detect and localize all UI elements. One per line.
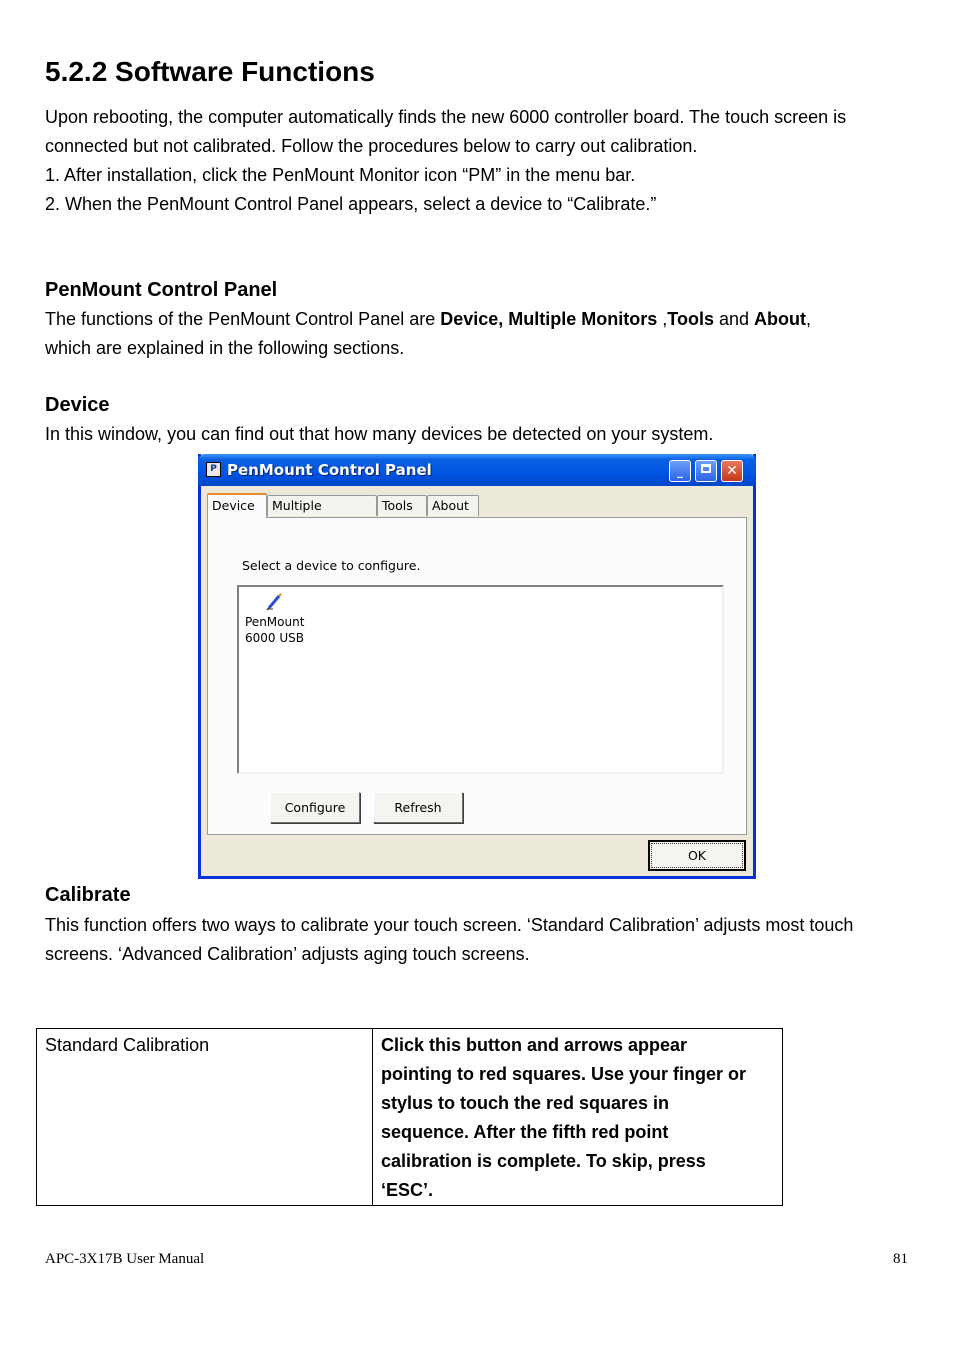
device-heading: Device <box>45 394 110 416</box>
calibration-table <box>36 1028 783 1206</box>
control-panel-line-2: which are explained in the following sections. <box>45 338 405 358</box>
desc-line: calibration is complete. To skip, press <box>381 1151 706 1171</box>
dialog-title-bar[interactable] <box>198 454 756 486</box>
control-panel-heading: PenMount Control Panel <box>45 279 278 301</box>
calibrate-line-2: screens. ‘Advanced Calibration’ adjusts aging touch screens. <box>45 944 530 964</box>
penmount-device-icon[interactable] <box>266 592 284 612</box>
close-button[interactable]: ✕ <box>721 460 743 482</box>
footer-page-number: 81 <box>893 1251 908 1267</box>
maximize-icon <box>701 464 711 473</box>
intro-step-2: 2. When the PenMount Control Panel appears, select a device to “Calibrate.” <box>45 194 657 214</box>
maximize-button[interactable] <box>695 460 717 482</box>
select-device-label: Select a device to configure. <box>242 558 421 573</box>
ok-button[interactable] <box>648 840 746 871</box>
intro-step-1: 1. After installation, click the PenMount Monitor icon “PM” in the menu bar. <box>45 165 636 185</box>
cp-bold-about: About <box>754 309 806 329</box>
tab-multiple-monitors[interactable]: Multiple <box>267 495 377 516</box>
desc-line: pointing to red squares. Use your finger or <box>381 1064 747 1084</box>
device-name-line-1: PenMount <box>245 615 305 629</box>
desc-line: sequence. After the fifth red point <box>381 1122 669 1142</box>
table-row <box>37 1029 783 1206</box>
cp-bold-device-multiple: Device, Multiple Monitors <box>440 309 658 329</box>
desc-line: Click this button and arrows appear <box>381 1035 688 1055</box>
device-name-line-2: 6000 USB <box>245 631 304 645</box>
section-heading: 5.2.2 Software Functions <box>45 56 375 87</box>
tab-tools[interactable]: Tools <box>377 495 427 516</box>
cp-bold-tools: Tools <box>667 309 714 329</box>
minimize-button[interactable]: _ <box>669 460 691 482</box>
cp-text-c: and <box>713 309 755 329</box>
intro-line-1: Upon rebooting, the computer automatically finds the new 6000 controller board. The touch screen is <box>45 107 847 127</box>
penmount-app-icon: P <box>206 462 221 477</box>
calibrate-heading: Calibrate <box>45 884 131 906</box>
device-paragraph: In this window, you can find out that how many devices be detected on your system. <box>45 424 714 444</box>
dialog-title: PenMount Control Panel <box>227 461 432 479</box>
control-panel-paragraph <box>45 305 915 363</box>
cp-text-a: The functions of the PenMount Control Panel are <box>45 309 441 329</box>
tab-device[interactable]: Device <box>207 493 267 518</box>
refresh-button[interactable]: Refresh <box>373 792 463 823</box>
ok-button-label: OK <box>651 843 743 868</box>
desc-line: stylus to touch the red squares in <box>381 1093 670 1113</box>
intro-line-2: connected but not calibrated. Follow the procedures below to carry out calibration. <box>45 136 698 156</box>
standard-calibration-label: Standard Calibration <box>37 1029 373 1206</box>
calibrate-paragraph <box>45 911 915 969</box>
device-list[interactable] <box>237 585 724 774</box>
configure-button[interactable]: Configure <box>270 792 360 823</box>
standard-calibration-description <box>373 1029 783 1206</box>
footer-manual-title: APC-3X17B User Manual <box>45 1251 205 1267</box>
cp-text-d: , <box>806 309 812 329</box>
desc-line: ‘ESC’. <box>381 1180 434 1200</box>
tab-about[interactable]: About <box>427 495 479 516</box>
penmount-device-label[interactable] <box>245 614 304 646</box>
intro-paragraph <box>45 103 915 219</box>
penmount-dialog <box>198 454 756 879</box>
cp-text-b: , <box>657 309 668 329</box>
calibrate-line-1: This function offers two ways to calibrate your touch screen. ‘Standard Calibration’ adjusts most touch <box>45 915 854 935</box>
device-tab-panel <box>207 517 747 835</box>
control-panel-line-1 <box>45 305 915 334</box>
